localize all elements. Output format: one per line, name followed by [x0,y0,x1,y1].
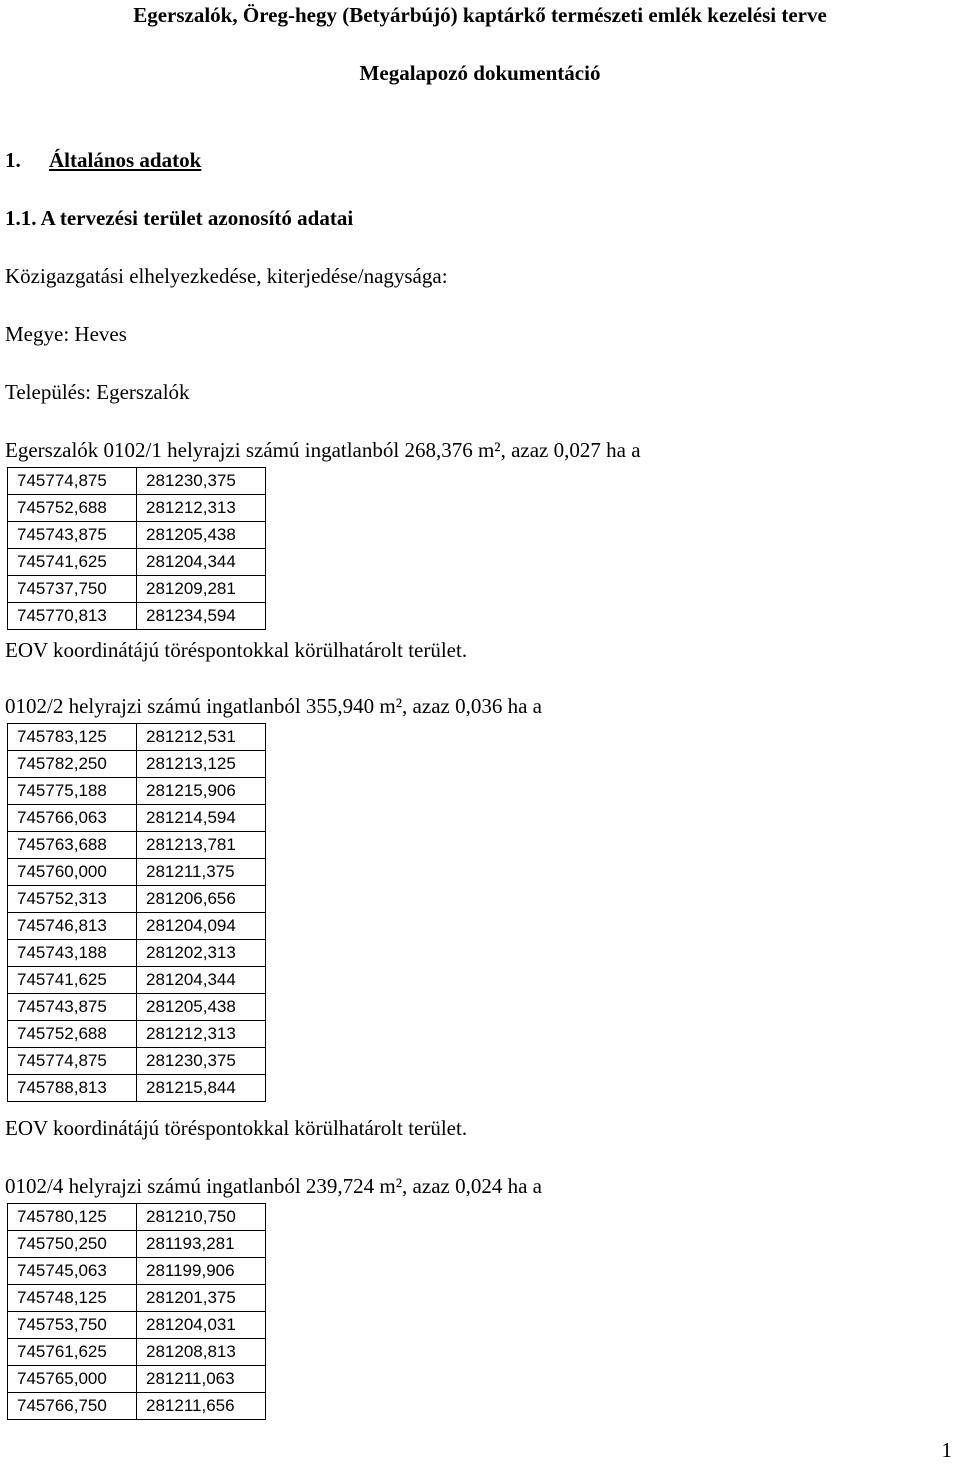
table-row [8,913,266,940]
eov-y-cell: 745743,188 [8,940,137,967]
eov-x-cell: 281212,313 [137,1021,266,1048]
table-row [8,1204,266,1231]
eov-y-cell: 745743,875 [8,522,137,549]
eov-x-cell: 281211,656 [137,1393,266,1420]
table-row [8,1312,266,1339]
eov-x-cell: 281215,844 [137,1075,266,1102]
eov-x-cell: 281204,344 [137,549,266,576]
eov-x-cell: 281205,438 [137,994,266,1021]
eov-y-cell: 745774,875 [8,468,137,495]
eov-y-cell: 745737,750 [8,576,137,603]
table-row [8,1021,266,1048]
parcel-intro: 0102/4 helyrajzi számú ingatlanból 239,724 m², azaz 0,024 ha a [5,1174,542,1198]
table-row [8,805,266,832]
eov-y-cell: 745741,625 [8,549,137,576]
eov-x-cell: 281211,063 [137,1366,266,1393]
county-line: Megye: Heves [5,322,127,346]
eov-y-cell: 745761,625 [8,1339,137,1366]
table-row [8,1366,266,1393]
eov-y-cell: 745743,875 [8,994,137,1021]
table-row [8,751,266,778]
table-row [8,603,266,630]
eov-x-cell: 281211,375 [137,859,266,886]
table-row [8,724,266,751]
eov-y-cell: 745770,813 [8,603,137,630]
table-row [8,940,266,967]
table-row [8,778,266,805]
eov-x-cell: 281193,281 [137,1231,266,1258]
eov-x-cell: 281214,594 [137,805,266,832]
eov-x-cell: 281202,313 [137,940,266,967]
eov-x-cell: 281210,750 [137,1204,266,1231]
parcel-outro: EOV koordinátájú töréspontokkal körülhatárolt terület. [5,1116,468,1140]
parcel-intro: 0102/2 helyrajzi számú ingatlanból 355,940 m², azaz 0,036 ha a [5,694,542,718]
eov-y-cell: 745763,688 [8,832,137,859]
table-row [8,1048,266,1075]
eov-y-cell: 745775,188 [8,778,137,805]
eov-y-cell: 745760,000 [8,859,137,886]
eov-y-cell: 745774,875 [8,1048,137,1075]
eov-y-cell: 745748,125 [8,1285,137,1312]
subsection-heading: 1.1. A tervezési terület azonosító adatai [5,206,354,230]
table-row [8,1231,266,1258]
eov-x-cell: 281199,906 [137,1258,266,1285]
table-row [8,832,266,859]
section-title: Általános adatok [49,148,202,172]
document-title: Egerszalók, Öreg-hegy (Betyárbújó) kaptárkő természeti emlék kezelési terve [133,3,827,27]
eov-x-cell: 281234,594 [137,603,266,630]
table-row [8,967,266,994]
eov-y-cell: 745766,063 [8,805,137,832]
table-row [8,468,266,495]
table-row [8,1285,266,1312]
eov-y-cell: 745753,750 [8,1312,137,1339]
table-row [8,994,266,1021]
document-subtitle: Megalapozó dokumentáció [359,61,601,85]
table-row [8,1393,266,1420]
eov-x-cell: 281213,125 [137,751,266,778]
settlement-line: Település: Egerszalók [5,380,190,404]
eov-x-cell: 281204,031 [137,1312,266,1339]
eov-x-cell: 281206,656 [137,886,266,913]
table-row [8,1258,266,1285]
eov-y-cell: 745750,250 [8,1231,137,1258]
table-row [8,1339,266,1366]
eov-y-cell: 745745,063 [8,1258,137,1285]
eov-x-cell: 281204,344 [137,967,266,994]
section-heading [5,148,201,173]
eov-y-cell: 745782,250 [8,751,137,778]
eov-x-cell: 281213,781 [137,832,266,859]
eov-x-cell: 281204,094 [137,913,266,940]
section-number: 1. [5,148,21,172]
eov-y-cell: 745752,313 [8,886,137,913]
table-row [8,886,266,913]
admin-label: Közigazgatási elhelyezkedése, kiterjedése/nagysága: [5,264,448,288]
eov-y-cell: 745741,625 [8,967,137,994]
eov-y-cell: 745752,688 [8,495,137,522]
eov-y-cell: 745746,813 [8,913,137,940]
eov-x-cell: 281215,906 [137,778,266,805]
table-row [8,549,266,576]
coordinate-table [7,723,266,1102]
eov-x-cell: 281230,375 [137,1048,266,1075]
eov-x-cell: 281208,813 [137,1339,266,1366]
eov-y-cell: 745788,813 [8,1075,137,1102]
eov-y-cell: 745766,750 [8,1393,137,1420]
eov-x-cell: 281201,375 [137,1285,266,1312]
table-row [8,1075,266,1102]
coordinate-table [7,1203,266,1420]
table-row [8,495,266,522]
coordinate-table [7,467,266,630]
eov-x-cell: 281212,313 [137,495,266,522]
eov-y-cell: 745765,000 [8,1366,137,1393]
eov-x-cell: 281209,281 [137,576,266,603]
eov-y-cell: 745783,125 [8,724,137,751]
table-row [8,522,266,549]
parcel-outro: EOV koordinátájú töréspontokkal körülhatárolt terület. [5,638,468,662]
table-row [8,859,266,886]
eov-y-cell: 745780,125 [8,1204,137,1231]
page-number: 1 [941,1438,952,1462]
eov-x-cell: 281212,531 [137,724,266,751]
eov-x-cell: 281205,438 [137,522,266,549]
table-row [8,576,266,603]
parcel-intro: Egerszalók 0102/1 helyrajzi számú ingatlanból 268,376 m², azaz 0,027 ha a [5,438,641,462]
eov-y-cell: 745752,688 [8,1021,137,1048]
eov-x-cell: 281230,375 [137,468,266,495]
